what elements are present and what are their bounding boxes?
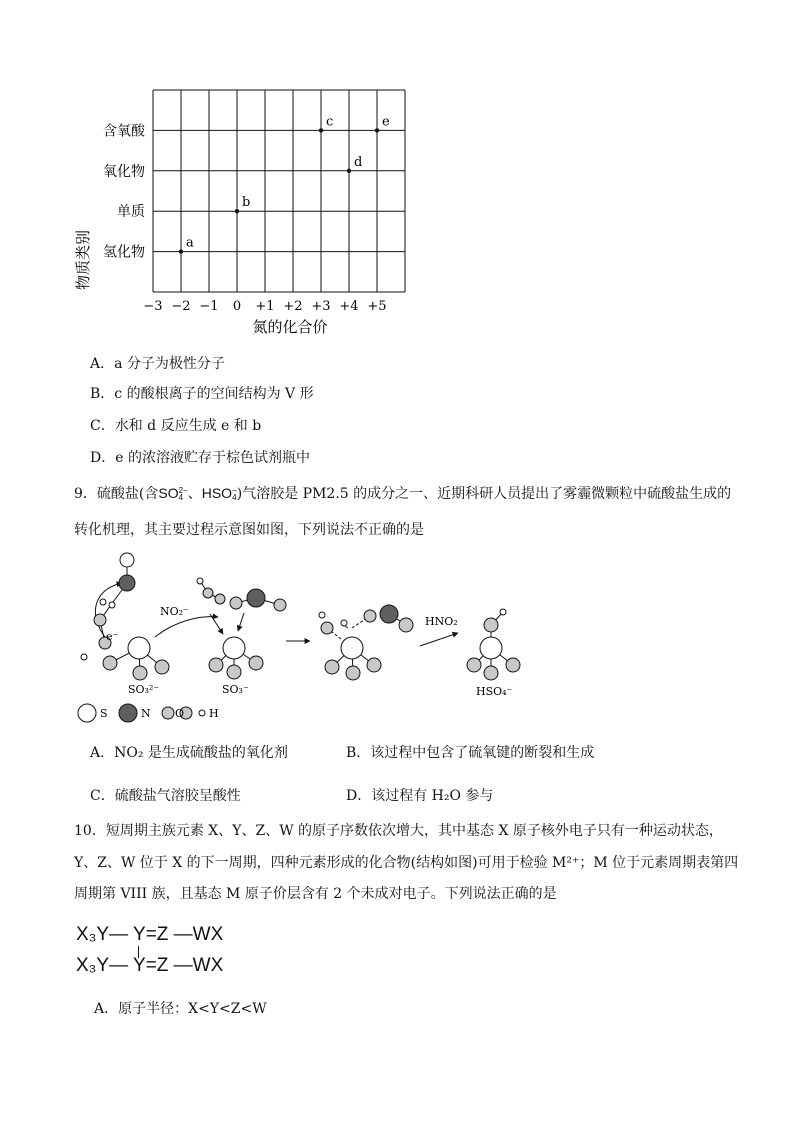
y-tick-label: 氧化物: [103, 163, 145, 180]
q10-stem-line2: Y、Z、W 位于 X 的下一周期，四种元素形成的化合物(结构如图)可用于检验 M²⁺；M 位于元素周期表第四: [74, 855, 739, 871]
q9-stem-line2: 转化机理，其主要过程示意图如图，下列说法不正确的是: [74, 522, 424, 538]
q9-stem-part1: 9．硫酸盐(含: [74, 486, 159, 502]
data-label-c: c: [326, 114, 334, 130]
x-tick-label: +5: [367, 299, 387, 314]
electron-label: e⁻: [106, 630, 119, 643]
data-points: [179, 114, 390, 253]
q8-option-a: A．a 分子为极性分子: [90, 356, 225, 372]
structure-row-2: X₃Y— Y=Z —WX: [76, 955, 224, 976]
so3-2-label: SO₃²⁻: [128, 683, 160, 696]
x-tick-label: +3: [311, 299, 331, 314]
q9-option-b: B．该过程中包含了硫氧键的断裂和生成: [346, 745, 595, 761]
q9-option-a: A．NO₂ 是生成硫酸盐的氧化剂: [90, 745, 288, 761]
x-tick-labels: [143, 299, 386, 314]
q9-stem-part2: )气溶胶是 PM2.5 的成分之一、近期科研人员提出了雾霾微颗粒中硫酸盐生成的: [236, 486, 732, 502]
y-tick-label: 氢化物: [103, 244, 145, 261]
data-point-b: [235, 209, 239, 213]
data-label-a: a: [186, 235, 194, 251]
hso4-formula: HSO− 4: [201, 485, 237, 503]
q10-stem-line3: 周期第 VIII 族，且基态 M 原子价层含有 2 个未成对电子。下列说法正确的是: [74, 886, 557, 902]
data-point-e: [375, 128, 379, 132]
so3-label: SO₃⁻: [222, 683, 249, 696]
structure-row-1: X₃Y— Y=Z —WX: [76, 924, 224, 945]
data-point-d: [347, 169, 351, 173]
y-tick-label: 含氧酸: [103, 123, 145, 140]
hno2-label: HNO₂: [425, 615, 458, 628]
legend-o1: O: [175, 707, 185, 720]
x-tick-label: −2: [171, 299, 191, 314]
q8-option-d: D．e 的浓溶液贮存于棕色试剂瓶中: [90, 450, 310, 466]
x-tick-label: +1: [255, 299, 275, 314]
q9-stem-line1: [74, 484, 731, 503]
q10-option-a: A．原子半径：X<Y<Z<W: [94, 1001, 267, 1017]
y-axis-label: 物质类别: [74, 229, 92, 291]
q8-option-c: C．水和 d 反应生成 e 和 b: [90, 418, 262, 434]
y-tick-label: 单质: [117, 204, 145, 221]
q10-stem-line1: 10．短周期主族元素 X、Y、Z、W 的原子序数依次增大，其中基态 X 原子核外电子只有一种运动状态，: [74, 823, 723, 839]
so4-formula: SO2− 4: [158, 485, 188, 503]
separator: 、: [187, 486, 202, 502]
chart-grid: [153, 90, 405, 292]
sulfate-mechanism-diagram: [60, 545, 540, 725]
no2-label: NO₂⁻: [160, 605, 189, 618]
valence-category-chart: [60, 70, 420, 350]
x-tick-label: +2: [283, 299, 303, 314]
legend-h: H: [209, 707, 219, 720]
x-tick-label: 0: [232, 299, 242, 314]
data-point-a: [179, 249, 183, 253]
x-tick-label: +4: [339, 299, 359, 314]
x-tick-label: −3: [143, 299, 163, 314]
data-label-d: d: [354, 154, 363, 170]
q9-option-c: C．硫酸盐气溶胶呈酸性: [90, 788, 241, 804]
data-label-b: b: [242, 195, 251, 211]
x-tick-label: −1: [199, 299, 219, 314]
legend-s: S: [100, 707, 108, 720]
data-label-e: e: [382, 114, 390, 130]
q9-option-d: D．该过程有 H₂O 参与: [346, 788, 494, 804]
legend-n: N: [141, 707, 151, 720]
q8-option-b: B．c 的酸根离子的空间结构为 V 形: [90, 386, 314, 402]
y-tick-labels: [103, 123, 146, 260]
hso4-label: HSO₄⁻: [476, 685, 513, 698]
x-axis-label: 氮的化合价: [252, 318, 328, 336]
data-point-c: [319, 128, 323, 132]
